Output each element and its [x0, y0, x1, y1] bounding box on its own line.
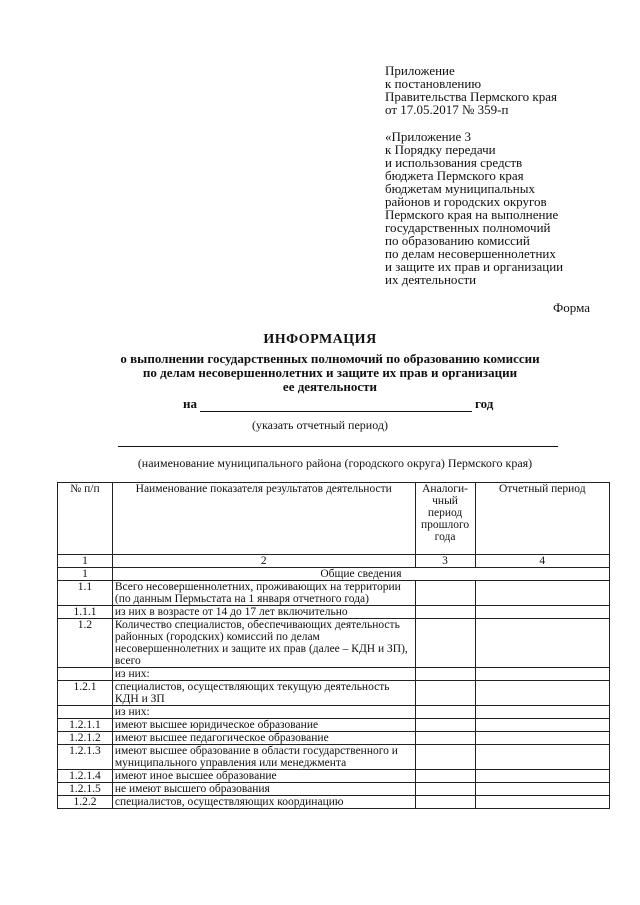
appendix3-line: районов и городских округов: [385, 194, 547, 209]
col-number: 1: [58, 555, 113, 568]
row-prev-value[interactable]: [415, 783, 475, 796]
row-current-value[interactable]: [475, 783, 609, 796]
header-prev-period: Аналоги-чный период прошлого года: [415, 483, 475, 555]
table-row: [58, 796, 610, 809]
row-current-value[interactable]: [475, 796, 609, 809]
row-num: 1.2.1.3: [58, 745, 113, 770]
subtitle-line: о выполнении государственных полномочий по образованию комиссии: [120, 351, 540, 366]
row-num: 1.2.2: [58, 796, 113, 809]
period-row: [183, 396, 493, 412]
row-name: имеют высшее образование в области государственного и муниципального управления или менеджмента: [112, 745, 415, 770]
appendix-line: к постановлению: [385, 76, 482, 91]
row-prev-value[interactable]: [415, 668, 475, 681]
appendix-line: Правительства Пермского края: [385, 89, 557, 104]
table-row: [58, 783, 610, 796]
section-num: 1: [58, 568, 113, 581]
municipality-hint: (наименование муниципального района (городского округа) Пермского края): [137, 456, 533, 470]
row-name: Всего несовершеннолетних, проживающих на территории (по данным Пермьстата на 1 января отчетного года): [112, 581, 415, 606]
row-prev-value[interactable]: [415, 745, 475, 770]
appendix3-line: бюджета Пермского края: [385, 168, 524, 183]
table-header-row: [58, 483, 610, 555]
info-table: [57, 482, 610, 809]
col-number: 3: [415, 555, 475, 568]
appendix3-line: и защите их прав и организации: [385, 259, 564, 274]
row-current-value[interactable]: [475, 619, 609, 668]
appendix-note: [385, 64, 557, 116]
section-row: [58, 568, 610, 581]
period-suffix: год: [475, 396, 494, 411]
subtitle-line: по делам несовершеннолетних и защите их прав и организации: [142, 365, 518, 380]
municipality-blank-field[interactable]: [118, 446, 558, 447]
row-prev-value[interactable]: [415, 732, 475, 745]
col-number: 2: [112, 555, 415, 568]
row-name: из них:: [112, 706, 415, 719]
table-row: [58, 668, 610, 681]
row-current-value[interactable]: [475, 606, 609, 619]
row-prev-value[interactable]: [415, 619, 475, 668]
table-row: [58, 619, 610, 668]
row-prev-value[interactable]: [415, 581, 475, 606]
appendix3-line: к Порядку передачи: [385, 142, 496, 157]
period-hint: (указать отчетный период): [252, 418, 388, 432]
col-number: 4: [475, 555, 609, 568]
row-num: 1.2: [58, 619, 113, 668]
appendix3-note: [385, 130, 563, 286]
appendix3-line: и использования средств: [385, 155, 523, 170]
table-row: [58, 681, 610, 706]
row-name: имеют иное высшее образование: [112, 770, 415, 783]
row-current-value[interactable]: [475, 706, 609, 719]
row-num: 1.2.1.5: [58, 783, 113, 796]
row-current-value[interactable]: [475, 745, 609, 770]
appendix3-line: по делам несовершеннолетних: [385, 246, 556, 261]
header-name: Наименование показателя результатов деятельности: [112, 483, 415, 555]
row-current-value[interactable]: [475, 732, 609, 745]
appendix3-line: их деятельности: [385, 272, 477, 287]
row-prev-value[interactable]: [415, 796, 475, 809]
appendix-line: от 17.05.2017 № 359-п: [385, 102, 509, 117]
appendix3-line: «Приложение 3: [385, 129, 472, 144]
form-label: Форма: [553, 300, 590, 315]
row-num: 1.1.1: [58, 606, 113, 619]
row-name: имеют высшее юридическое образование: [112, 719, 415, 732]
row-num: 1.2.1.2: [58, 732, 113, 745]
appendix-line: Приложение: [385, 63, 455, 78]
row-num: [58, 668, 113, 681]
row-current-value[interactable]: [475, 668, 609, 681]
appendix3-line: бюджетам муниципальных: [385, 181, 535, 196]
row-name: из них в возрасте от 14 до 17 лет включительно: [112, 606, 415, 619]
table-row: [58, 719, 610, 732]
table-row: [58, 745, 610, 770]
period-blank-field[interactable]: [200, 399, 472, 412]
row-prev-value[interactable]: [415, 706, 475, 719]
row-current-value[interactable]: [475, 581, 609, 606]
row-name: специалистов, осуществляющих текущую деятельность КДН и ЗП: [112, 681, 415, 706]
table-row: [58, 606, 610, 619]
row-prev-value[interactable]: [415, 606, 475, 619]
row-prev-value[interactable]: [415, 770, 475, 783]
row-name: специалистов, осуществляющих координацию: [112, 796, 415, 809]
row-prev-value[interactable]: [415, 681, 475, 706]
table-row: [58, 706, 610, 719]
table-row: [58, 581, 610, 606]
header-num: № п/п: [58, 483, 113, 555]
row-current-value[interactable]: [475, 770, 609, 783]
column-number-row: [58, 555, 610, 568]
row-name: Количество специалистов, обеспечивающих деятельность районных (городских) комиссий по делам несовершеннолетних и защите их прав (далее – КДН и ЗП), всего: [112, 619, 415, 668]
table-row: [58, 732, 610, 745]
appendix3-line: государственных полномочий: [385, 220, 551, 235]
row-name: не имеют высшего образования: [112, 783, 415, 796]
row-prev-value[interactable]: [415, 719, 475, 732]
row-num: 1.2.1.1: [58, 719, 113, 732]
row-num: 1.2.1.4: [58, 770, 113, 783]
row-num: 1.1: [58, 581, 113, 606]
row-num: [58, 706, 113, 719]
row-current-value[interactable]: [475, 681, 609, 706]
header-current-period: Отчетный период: [475, 483, 609, 555]
row-name: имеют высшее педагогическое образование: [112, 732, 415, 745]
table-row: [58, 770, 610, 783]
row-current-value[interactable]: [475, 719, 609, 732]
row-name: из них:: [112, 668, 415, 681]
section-title: Общие сведения: [112, 568, 609, 581]
document-subtitle: [60, 352, 600, 394]
row-num: 1.2.1: [58, 681, 113, 706]
appendix3-line: по образованию комиссий: [385, 233, 530, 248]
subtitle-line: ее деятельности: [282, 379, 378, 394]
document-title: ИНФОРМАЦИЯ: [263, 332, 377, 347]
appendix3-line: Пермского края на выполнение: [385, 207, 559, 222]
period-prefix: на: [183, 396, 197, 411]
